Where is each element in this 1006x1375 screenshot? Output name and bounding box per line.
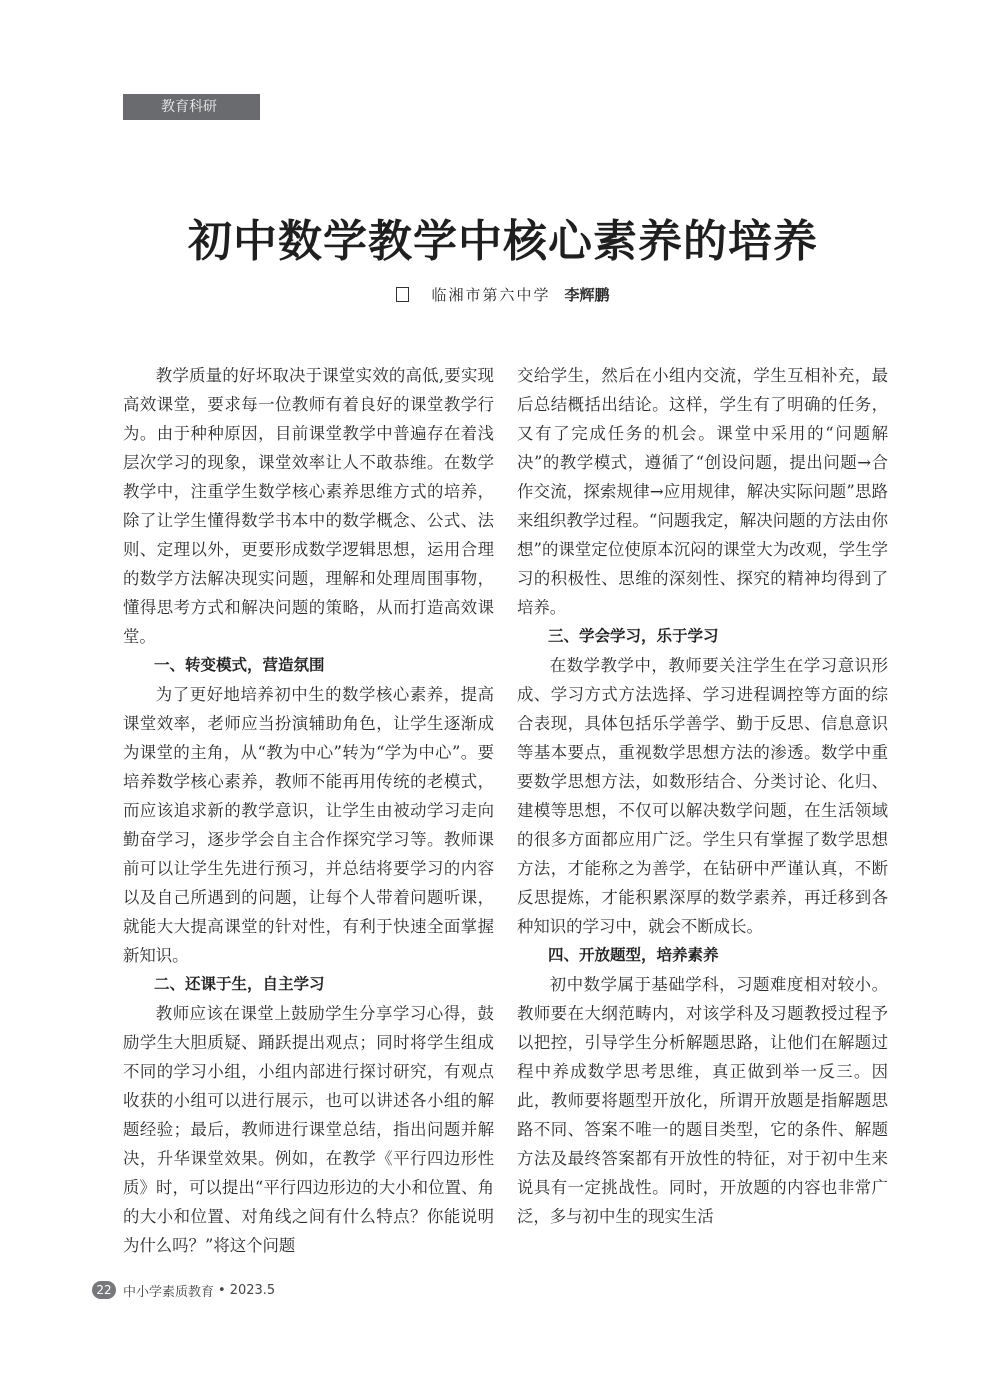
section-2-paragraph: 教师应该在课堂上鼓励学生分享学习心得，鼓励学生大胆质疑、踊跃提出观点；同时将学生组成不同的学习小组，小组内部进行探讨研究，有观点收获的小组可以进行展示，也可以讲述各小组的解题经验；最后，教师进行课堂总结，指出问题并解决，升华课堂效果。例如，在教学《平行四边形性质》时，可以提出“平行四边形边的大小和位置、角的大小和位置、对角线之间有什么特点？你能说明为什么吗？”将这个问题 <box>123 1004 494 1255</box>
footer-separator: • <box>218 1282 226 1298</box>
section-heading-3: 三、学会学习，乐于学习 <box>548 627 719 645</box>
section-heading-2: 二、还课于生，自主学习 <box>154 975 325 993</box>
author-name: 李辉鹏 <box>564 286 610 304</box>
page-footer <box>92 1280 275 1300</box>
journal-name: 中小学素质教育 <box>123 1284 215 1300</box>
author-organization: 临湘市第六中学 <box>431 286 551 304</box>
section-1-paragraph: 为了更好地培养初中生的数学核心素养，提高课堂效率，老师应当扮演辅助角色，让学生逐渐成为课堂的主角，从“教为中心”转为“学为中心”。要培养数学核心素养，教师不能再用传统的老模式，而应该追求新的教学意识，让学生由被动学习走向勤奋学习，逐步学会自主合作探究学习等。教师课前可以让学生先进行预习，并总结将要学习的内容以及自己所遇到的问题，让每个人带着问题听课，就能大大提高课堂的针对性，有利于快速全面掌握新知识。 <box>123 685 494 965</box>
section-3-paragraph: 在数学教学中，教师要关注学生在学习意识形成、学习方式方法选择、学习进程调控等方面的综合表现，具体包括乐学善学、勤于反思、信息意识等基本要点，重视数学思想方法的渗透。数学中重要数学思想方法，如数形结合、分类讨论、化归、建模等思想，不仅可以解决数学问题，在生活领域的很多方面都应用广泛。学生只有掌握了数学思想方法，才能称之为善学，在钻研中严谨认真，不断反思提炼，才能积累深厚的数学素养，再迁移到各种知识的学习中，就会不断成长。 <box>517 656 888 936</box>
journal-issue: 2023.5 <box>229 1282 276 1298</box>
section-heading-4: 四、开放题型，培养素养 <box>548 946 719 964</box>
section-4-paragraph: 初中数学属于基础学科，习题难度相对较小。教师要在大纲范畴内，对该学科及习题教授过程予以把控，引导学生分析解题思路，让他们在解题过程中养成数学思考思维，真正做到举一反三。因此，教师要将题型开放化，所谓开放题是指解题思路不同、答案不唯一的题目类型，它的条件、解题方法及最终答案都有开放性的特征，对于初中生来说具有一定挑战性。同时，开放题的内容也非常广泛，多与初中生的现实生活 <box>517 975 888 1226</box>
section-tag <box>123 94 260 120</box>
section-2-continued-paragraph: 交给学生，然后在小组内交流，学生互相补充，最后总结概括出结论。这样，学生有了明确的任务，又有了完成任务的机会。课堂中采用的“问题解决”的教学模式，遵循了“创设问题，提出问题→合作交流，探索规律→应用规律，解决实际问题”思路来组织教学过程。“问题我定，解决问题的方法由你想”的课堂定位使原本沉闷的课堂大为改观，学生学习的积极性、思维的深刻性、探究的精神均得到了培养。 <box>517 366 888 617</box>
intro-paragraph: 教学质量的好坏取决于课堂实效的高低,要实现高效课堂，要求每一位教师有着良好的课堂教学行为。由于种种原因，目前课堂教学中普遍存在着浅层次学习的现象，课堂效率让人不敢恭维。在数学教学中，注重学生数学核心素养思维方式的培养，除了让学生懂得数学书本中的数学概念、公式、法则、定理以外，更要形成数学逻辑思想，运用合理的数学方法解决现实问题，理解和处理周围事物，懂得思考方式和解决问题的策略，从而打造高效课堂。 <box>123 366 494 646</box>
byline <box>0 284 1006 306</box>
page-number-badge: 22 <box>92 1281 116 1299</box>
section-heading-1: 一、转变模式，营造氛围 <box>154 656 325 674</box>
article-title: 初中数学教学中核心素养的培养 <box>188 216 818 267</box>
right-column <box>517 361 888 1231</box>
section-tag-label: 教育科研 <box>161 99 217 115</box>
square-icon <box>396 287 409 302</box>
left-column <box>123 361 494 1260</box>
